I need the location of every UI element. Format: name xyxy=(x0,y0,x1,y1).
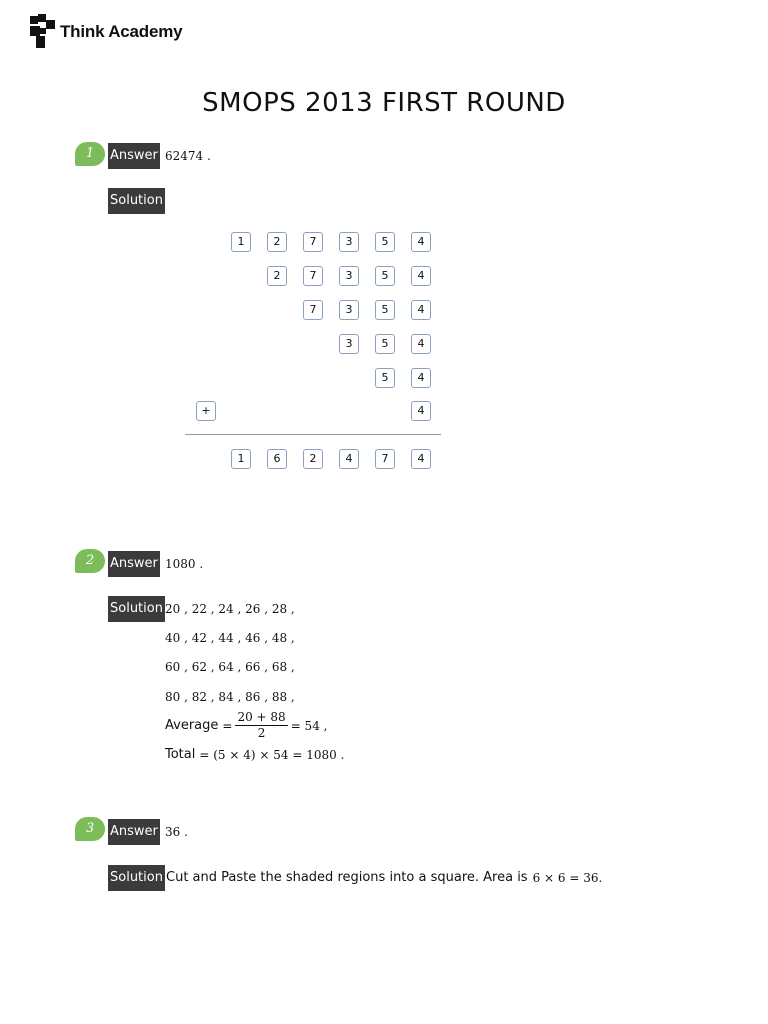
even-numbers-row-3: 60 , 62 , 64 , 66 , 68 , xyxy=(165,660,295,674)
addend-digit: 1 xyxy=(231,232,251,252)
addend-digit: 3 xyxy=(339,266,359,286)
sum-digit: 6 xyxy=(267,449,287,469)
average-word: Average xyxy=(165,718,219,733)
solution-label-2: Solution xyxy=(108,596,165,622)
plus-sign: + xyxy=(196,401,216,421)
sum-line xyxy=(185,434,441,435)
answer-value-2: 1080 . xyxy=(165,557,204,571)
average-fraction xyxy=(235,710,287,741)
even-numbers-row-4: 80 , 82 , 84 , 86 , 88 , xyxy=(165,690,295,704)
question-number-badge-3: 3 xyxy=(75,817,105,841)
total-word: Total xyxy=(165,747,196,762)
question-number-badge-2: 2 xyxy=(75,549,105,573)
addend-digit: 2 xyxy=(267,266,287,286)
average-equals: = xyxy=(222,718,233,733)
solution-text-3 xyxy=(166,870,602,885)
total-expression: = (5 × 4) × 54 = 1080 . xyxy=(199,747,345,762)
solution-sentence: Cut and Paste the shaded regions into a square. Area is xyxy=(166,870,528,885)
addend-digit: 4 xyxy=(411,266,431,286)
solution-label-3: Solution xyxy=(108,865,165,891)
answer-label-2: Answer xyxy=(108,551,160,577)
logo-mark-icon xyxy=(28,14,56,50)
average-equation xyxy=(165,710,327,741)
addend-digit: 5 xyxy=(375,300,395,320)
fraction-denominator: 2 xyxy=(257,726,266,740)
total-equation xyxy=(165,747,344,762)
addend-digit: 5 xyxy=(375,232,395,252)
addend-digit: 5 xyxy=(375,266,395,286)
addend-digit: 4 xyxy=(411,368,431,388)
answer-value-3: 36 . xyxy=(165,825,188,839)
page-title: SMOPS 2013 FIRST ROUND xyxy=(202,88,566,118)
addend-digit: 4 xyxy=(411,300,431,320)
answer-label-3: Answer xyxy=(108,819,160,845)
think-academy-logo xyxy=(28,14,182,50)
addend-digit: 2 xyxy=(267,232,287,252)
addend-digit: 7 xyxy=(303,300,323,320)
even-numbers-row-1: 20 , 22 , 24 , 26 , 28 , xyxy=(165,602,295,616)
sum-digit: 4 xyxy=(339,449,359,469)
logo-text: Think Academy xyxy=(60,22,183,41)
addend-digit: 3 xyxy=(339,232,359,252)
sum-digit: 2 xyxy=(303,449,323,469)
even-numbers-row-2: 40 , 42 , 44 , 46 , 48 , xyxy=(165,631,295,645)
addend-digit: 5 xyxy=(375,334,395,354)
addend-digit: 4 xyxy=(411,401,431,421)
solution-label-1: Solution xyxy=(108,188,165,214)
question-number-badge-1: 1 xyxy=(75,142,105,166)
sum-digit: 1 xyxy=(231,449,251,469)
addend-digit: 7 xyxy=(303,266,323,286)
average-result: = 54 , xyxy=(290,718,328,733)
addend-digit: 7 xyxy=(303,232,323,252)
fraction-numerator: 20 + 88 xyxy=(237,710,286,724)
addend-digit: 4 xyxy=(411,232,431,252)
answer-value-1: 62474 . xyxy=(165,149,211,163)
addend-digit: 5 xyxy=(375,368,395,388)
sum-digit: 7 xyxy=(375,449,395,469)
sum-digit: 4 xyxy=(411,449,431,469)
addend-digit: 3 xyxy=(339,334,359,354)
addend-digit: 3 xyxy=(339,300,359,320)
answer-label-1: Answer xyxy=(108,143,160,169)
solution-math: 6 × 6 = 36. xyxy=(532,870,603,885)
addend-digit: 4 xyxy=(411,334,431,354)
